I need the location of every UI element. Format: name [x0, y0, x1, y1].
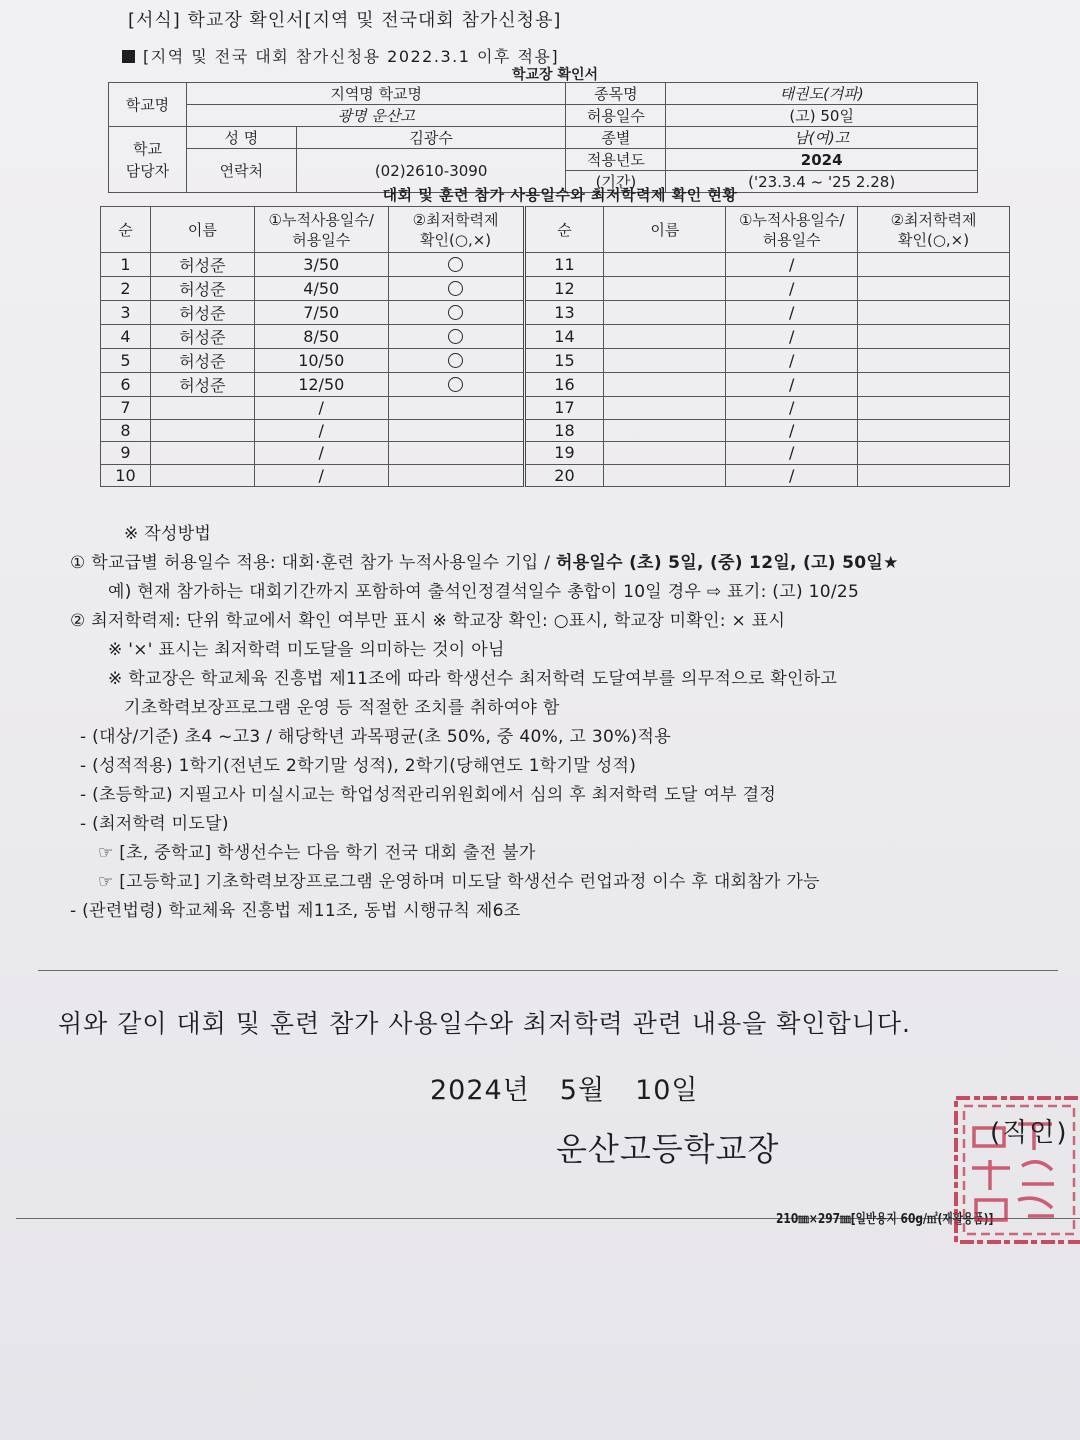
table-row: [101, 349, 1010, 373]
instruction-line-2: 예) 현재 참가하는 대회기간까지 포함하여 출석인정결석일수 총합이 10일 경우 ⇨ 표기: (고) 10/25: [108, 582, 860, 602]
roster-cell-days: /: [254, 397, 388, 420]
roster-cell-name: [604, 253, 726, 277]
instructions: [70, 520, 1060, 926]
roster-cell-no: 12: [524, 277, 604, 301]
divider-line: [38, 970, 1058, 971]
instruction-line-6: 기초학력보장프로그램 운영 등 적절한 조치를 취하여야 함: [124, 698, 560, 718]
circle-mark-icon: [448, 281, 463, 296]
roster-cell-days: /: [726, 442, 858, 465]
allowed-days-label: 허용일수: [566, 105, 666, 127]
info-table: [108, 82, 978, 193]
roster-cell-name: [604, 277, 726, 301]
roster-cell-check: [388, 464, 524, 487]
instruction-line-3: ② 최저학력제: 단위 학교에서 확인 여부만 표시 ※ 학교장 확인: ○표시, 학교장 미확인: × 표시: [70, 611, 786, 631]
roster-cell-name: 허성준: [150, 277, 254, 301]
roster-cell-name: 허성준: [150, 253, 254, 277]
sub-title-text: [지역 및 전국 대회 참가신청용 2022.3.1 이후 적용]: [143, 47, 560, 66]
roster-cell-days: 7/50: [254, 301, 388, 325]
roster-cell-check: [858, 301, 1010, 325]
roster-cell-no: 15: [524, 349, 604, 373]
roster-cell-name: 허성준: [150, 301, 254, 325]
roster-cell-check: [858, 419, 1010, 442]
principal-title: 운산고등학교장: [556, 1130, 780, 1168]
square-bullet-icon: [122, 50, 135, 63]
instruction-line-7: - (대상/기준) 초4 ~고3 / 해당학년 과목평균(초 50%, 중 40%, 고 30%)적용: [80, 727, 671, 747]
table-row: [101, 419, 1010, 442]
roster-cell-days: /: [726, 349, 858, 373]
roster-cell-check: [388, 301, 524, 325]
instruction-line-9: - (초등학교) 지필고사 미실시교는 학업성적관리위원회에서 심의 후 최저학력 도달 여부 결정: [80, 785, 777, 805]
roster-caption: 대회 및 훈련 참가 사용일수와 최저학력제 확인 현황: [382, 186, 738, 204]
instruction-line-1: [70, 549, 1060, 578]
seal-label: (직인): [990, 1118, 1069, 1148]
name-label: 성 명: [186, 127, 296, 149]
roster-cell-no: 16: [524, 373, 604, 397]
roster-cell-days: /: [254, 419, 388, 442]
roster-cell-days: /: [726, 301, 858, 325]
roster-cell-name: [604, 464, 726, 487]
roster-table: [100, 206, 1010, 487]
school-label: 학교명: [109, 83, 187, 127]
instruction-line-5: ※ 학교장은 학교체육 진흥법 제11조에 따라 학생선수 최저학력 도달여부를 의무적으로 확인하고: [108, 669, 838, 689]
table-row: [101, 373, 1010, 397]
contact-label: 연락처: [186, 149, 296, 193]
form-caption: 학교장 확인서: [511, 67, 599, 83]
name-value: 김광수: [296, 127, 566, 149]
roster-cell-days: 12/50: [254, 373, 388, 397]
circle-mark-icon: [448, 257, 463, 272]
table-row: [101, 301, 1010, 325]
circle-mark-icon: [448, 305, 463, 320]
instruction-line-8: - (성적적용) 1학기(전년도 2학기말 성적), 2학기(당해연도 1학기말 성적): [80, 756, 637, 776]
roster-cell-days: /: [726, 253, 858, 277]
sport-label: 종목명: [566, 83, 666, 105]
roster-cell-days: /: [726, 464, 858, 487]
date-day: 10일: [635, 1075, 699, 1106]
roster-cell-name: 허성준: [150, 325, 254, 349]
roster-cell-no: 9: [101, 442, 151, 465]
roster-cell-name: 허성준: [150, 349, 254, 373]
header-name-left: 이름: [150, 207, 254, 253]
roster-cell-days: /: [254, 442, 388, 465]
region-school-label: 지역명 학교명: [186, 83, 566, 105]
table-row: [101, 442, 1010, 465]
date-month: 5월: [559, 1075, 606, 1106]
region-school-value: 광명 운산고: [186, 105, 566, 127]
roster-cell-check: [388, 373, 524, 397]
roster-cell-no: 6: [101, 373, 151, 397]
roster-cell-no: 11: [524, 253, 604, 277]
instruction-line-10: - (최저학력 미도달): [80, 814, 229, 834]
roster-cell-no: 4: [101, 325, 151, 349]
header-days-left: ①누적사용일수/ 허용일수: [254, 207, 388, 253]
header-days-right: ①누적사용일수/ 허용일수: [726, 207, 858, 253]
contact-value: (02)2610-3090: [296, 149, 566, 193]
roster-cell-no: 8: [101, 419, 151, 442]
roster-cell-check: [858, 373, 1010, 397]
roster-cell-name: [150, 419, 254, 442]
roster-cell-check: [388, 277, 524, 301]
roster-cell-days: /: [726, 325, 858, 349]
circle-mark-icon: [448, 377, 463, 392]
roster-cell-no: 10: [101, 464, 151, 487]
allowed-days-value: (고) 50일: [666, 105, 978, 127]
header-check-left: ②최저학력제 확인(○,×): [388, 207, 524, 253]
year-label: 적용년도: [566, 149, 666, 171]
roster-cell-days: 8/50: [254, 325, 388, 349]
header-no-left: 순: [101, 207, 151, 253]
roster-cell-name: [604, 397, 726, 420]
roster-cell-no: 19: [524, 442, 604, 465]
roster-cell-days: /: [726, 419, 858, 442]
roster-cell-name: [150, 464, 254, 487]
roster-cell-check: [858, 397, 1010, 420]
roster-cell-no: 17: [524, 397, 604, 420]
roster-cell-check: [858, 253, 1010, 277]
roster-cell-no: 1: [101, 253, 151, 277]
roster-cell-days: 3/50: [254, 253, 388, 277]
roster-cell-days: /: [726, 373, 858, 397]
roster-cell-no: 3: [101, 301, 151, 325]
roster-cell-check: [388, 442, 524, 465]
roster-cell-check: [388, 349, 524, 373]
roster-cell-no: 18: [524, 419, 604, 442]
manager-label: 학교 담당자: [109, 127, 187, 193]
document-title: [서식] 학교장 확인서[지역 및 전국대회 참가신청용]: [128, 10, 562, 31]
table-row: [101, 253, 1010, 277]
roster-cell-name: [604, 325, 726, 349]
roster-cell-name: [150, 397, 254, 420]
roster-cell-name: [150, 442, 254, 465]
roster-cell-no: 13: [524, 301, 604, 325]
roster-cell-days: /: [726, 397, 858, 420]
roster-cell-days: 10/50: [254, 349, 388, 373]
roster-cell-days: /: [726, 277, 858, 301]
roster-cell-check: [388, 325, 524, 349]
table-row: [101, 277, 1010, 301]
roster-cell-name: 허성준: [150, 373, 254, 397]
date-year: 2024년: [430, 1075, 530, 1106]
roster-cell-name: [604, 419, 726, 442]
paper-spec: 210㎜×297㎜[일반용지 60g/㎡(재활용품)]: [776, 1212, 994, 1227]
roster-cell-name: [604, 373, 726, 397]
roster-cell-name: [604, 442, 726, 465]
roster-cell-no: 20: [524, 464, 604, 487]
instruction-line-11: ☞ [초, 중학교] 학생선수는 다음 학기 전국 대회 출전 불가: [98, 843, 536, 863]
roster-cell-check: [388, 419, 524, 442]
instruction-line-12: ☞ [고등학교] 기초학력보장프로그램 운영하며 미도달 학생선수 런업과정 이수 후 대회참가 가능: [98, 872, 820, 892]
gender-label: 종별: [566, 127, 666, 149]
year-value: 2024: [666, 149, 978, 171]
roster-cell-check: [858, 464, 1010, 487]
roster-body: [101, 253, 1010, 487]
instruction-line-1a: ① 학교급별 허용일수 적용: 대회·훈련 참가 누적사용일수 기입 /: [70, 553, 556, 573]
circle-mark-icon: [448, 329, 463, 344]
roster-cell-name: [604, 301, 726, 325]
sport-value: 태권도(겨파): [666, 83, 978, 105]
header-check-right: ②최저학력제 확인(○,×): [858, 207, 1010, 253]
roster-header-row: [101, 207, 1010, 253]
table-row: [101, 325, 1010, 349]
roster-cell-no: 5: [101, 349, 151, 373]
roster-cell-name: [604, 349, 726, 373]
circle-mark-icon: [448, 353, 463, 368]
roster-cell-check: [858, 277, 1010, 301]
header-name-right: 이름: [604, 207, 726, 253]
issue-date: [430, 1068, 729, 1107]
roster-cell-check: [858, 325, 1010, 349]
table-row: [101, 464, 1010, 487]
instruction-line-13: - (관련법령) 학교체육 진흥법 제11조, 동법 시행규칙 제6조: [70, 901, 521, 921]
instructions-heading: ※ 작성방법: [124, 524, 212, 544]
roster-cell-no: 14: [524, 325, 604, 349]
header-no-right: 순: [524, 207, 604, 253]
period-value: ('23.3.4 ~ '25 2.28): [666, 171, 978, 193]
roster-cell-days: /: [254, 464, 388, 487]
confirmation-statement: 위와 같이 대회 및 훈련 참가 사용일수와 최저학력 관련 내용을 확인합니다.: [58, 1009, 911, 1038]
period-label: (기간): [566, 171, 666, 193]
gender-value: 남(여)고: [666, 127, 978, 149]
roster-cell-check: [858, 349, 1010, 373]
instruction-line-1b: 허용일수 (초) 5일, (중) 12일, (고) 50일★: [555, 553, 899, 573]
roster-cell-check: [858, 442, 1010, 465]
instruction-line-4: ※ '×' 표시는 최저학력 미도달을 의미하는 것이 아님: [108, 640, 505, 660]
roster-cell-days: 4/50: [254, 277, 388, 301]
roster-cell-no: 2: [101, 277, 151, 301]
table-row: [101, 397, 1010, 420]
roster-cell-check: [388, 397, 524, 420]
roster-cell-no: 7: [101, 397, 151, 420]
roster-cell-check: [388, 253, 524, 277]
